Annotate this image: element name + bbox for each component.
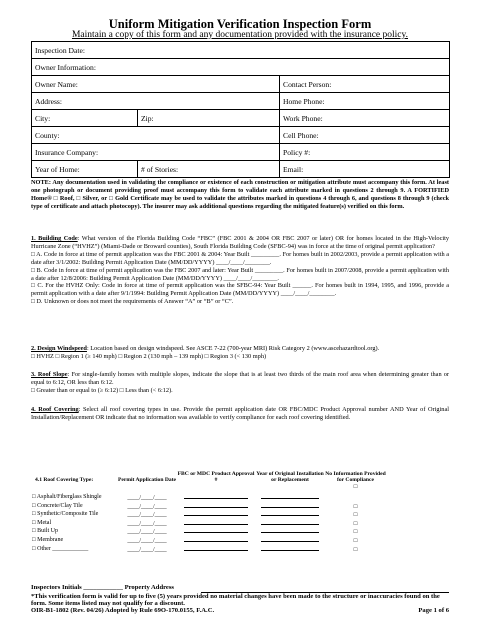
roof-type-header: 4.1 Roof Covering Type: [35,477,94,484]
form-number: OIR-B1-1802 (Rev. 04/26) Adopted by Rule 69O-170.0155, F.A.C. [31,607,215,614]
year-installation-input-cell [255,544,325,553]
year-of-home-field[interactable]: Year of Home: [32,161,138,178]
permit-date-input[interactable]: ____/____/____ [127,520,167,527]
product-approval-input-cell [177,501,255,510]
county-field[interactable]: County: [32,127,280,144]
product-approval-input-cell [177,535,255,544]
no-info-header: No Information Provided for Compliance [325,470,386,484]
product-approval-input[interactable] [184,531,248,533]
year-installation-input[interactable] [261,523,319,525]
no-info-checkbox[interactable]: □ [353,537,358,544]
permit-date-input[interactable]: ____/____/____ [127,546,167,553]
product-approval-input-cell [177,527,255,536]
verification-disclaimer: *This verification form is valid for up to five (5) years provided no material changes have been made to the structure or inaccuracies found on the form. Some items listed may not qualify for a discount. [31,593,440,607]
inspector-signature-section [31,584,449,607]
roof-covering-row [31,527,386,536]
no-info-checkbox[interactable]: □ [353,520,358,527]
year-installation-input[interactable] [261,506,319,508]
form-subtitle: Maintain a copy of this form and any documentation provided with the insurance policy. [71,30,409,40]
contact-person-field[interactable]: Contact Person: [280,76,450,93]
year-installation-header: Year of Original Installation or Replacement [256,470,324,484]
inspector-initials-label: Inspectors Initials ____________ Property Address [31,584,174,591]
roof-covering-row [31,501,386,510]
product-approval-input[interactable] [184,514,248,516]
question-1-intro: : What version of the Florida Building Code “FBC” (FBC 2001 & 2004 OR FBC 2007 or later) OR for homes located in the High-Velocity Hurricane Zone (“HVHZ”) (Miami-Dade or Broward counties), South Florida Building Code (SFBC-94) was in force at the time of original permit application? [31,235,450,250]
work-phone-field[interactable]: Work Phone: [280,110,450,127]
question-2-options[interactable]: □ HVHZ □ Region 1 (≥ 140 mph) □ Region 2 (130 mph – 139 mph) □ Region 3 (< 130 mph) [31,352,267,360]
roof-covering-row [31,484,386,501]
documentation-note: NOTE: Any documentation used in validating the compliance or existence of each construction or mitigation attribute must accompany this form. At least one photograph or document providing proof must accompany this form to validate each attribute marked in questions 2 through 9. A FORTIFIED Home® □ Roof, □ Silver, or □ Gold Certificate may be used to validate the attributes marked in questions 4 through 6, and questions 8 through 9 (check type of certificate and attach photocopy). The insurer may ask additional questions regarding the mitigated feature(s) verified on this form. [31,179,449,210]
inspection-date-field[interactable]: Inspection Date: [32,42,450,59]
roof-type-option[interactable]: □ Concrete/Clay Tile [32,502,83,509]
year-installation-input-cell [255,518,325,527]
question-3-roof-slope [31,371,449,395]
permit-date-input[interactable]: ____/____/____ [127,512,167,519]
roof-type-option[interactable]: □ Synthetic/Composite Tile [32,511,99,518]
property-address-line[interactable] [201,591,449,593]
year-installation-input[interactable] [261,540,319,542]
product-approval-input[interactable] [184,523,248,525]
product-approval-input[interactable] [184,506,248,508]
stories-field[interactable]: # of Stories: [138,161,280,178]
zip-field[interactable]: Zip: [138,110,280,127]
question-1-heading: 1. Building Code [31,235,78,242]
roof-covering-row [31,518,386,527]
product-approval-header: FBC or MDC Product Approval # [177,470,255,484]
product-approval-input-cell [177,484,255,501]
question-4-roof-covering [31,406,449,422]
question-1-option-a[interactable]: □ A. Code in force at time of permit application was the FBC 2001 & 2004: Year Built _________. For homes built in 2002/2003, provide a permit application with a date after 3/1/2002: Building Permit Application Date (MM/DD/YYYY) ____/____/________. [31,250,449,266]
question-1-option-b[interactable]: □ B. Code in force at time of permit application was the FBC 2007 and later: Year Built _________. For homes built in 2007/2008, provide a permit application with a date after 12/8/2006: Building Permit Application Date (MM/DD/YYYY) ____/____/________. [31,266,449,282]
roof-type-option[interactable]: □ Other ____________ [32,545,89,552]
roof-covering-table [31,458,386,553]
year-installation-input-cell [255,510,325,519]
question-3-intro: : For single-family homes with multiple slopes, indicate the slope that is at least two thirds of the main roof area when determining greater than or equal to 6:12, OR less than 6:12. [31,371,449,386]
no-info-checkbox[interactable]: □ [353,546,358,553]
owner-info-table [31,41,450,178]
page-number: Page 1 of 6 [418,607,449,614]
city-field[interactable]: City: [32,110,138,127]
roof-type-option[interactable]: □ Asphalt/Fiberglass Shingle [32,494,102,500]
form-title: Uniform Mitigation Verification Inspection Form [108,17,372,31]
question-2-design-windspeed [31,345,449,361]
address-field[interactable]: Address: [32,93,280,110]
product-approval-input[interactable] [184,497,248,499]
product-approval-input[interactable] [184,549,248,551]
roof-covering-row [31,544,386,553]
no-info-checkbox[interactable]: □ [353,503,358,510]
no-info-checkbox[interactable]: □ [353,484,358,490]
permit-date-header: Permit Application Date [117,477,177,484]
year-installation-input-cell [255,484,325,501]
no-info-checkbox[interactable]: □ [353,512,358,519]
product-approval-input-cell [177,544,255,553]
question-4-intro: : Select all roof covering types in use. Provide the permit application date OR FBC/MDC Product Approval number AND Year of Original Installation/Replacement OR indicate that no information was available to verify compliance for each roof covering identified. [31,406,449,421]
roof-type-option[interactable]: □ Metal [32,519,52,526]
home-phone-field[interactable]: Home Phone: [280,93,450,110]
roof-type-option[interactable]: □ Membrane [32,536,64,543]
product-approval-input-cell [177,518,255,527]
question-2-heading: 2. Design Windspeed [31,345,87,352]
year-installation-input-cell [255,501,325,510]
permit-date-input[interactable]: ____/____/____ [127,529,167,536]
question-1-option-d[interactable]: □ D. Unknown or does not meet the requirements of Answer “A” or “B” or “C”. [31,298,234,306]
cell-phone-field[interactable]: Cell Phone: [280,127,450,144]
question-1-building-code [31,235,449,306]
policy-number-field[interactable]: Policy #: [280,144,450,161]
owner-information-field[interactable]: Owner Information: [32,59,450,76]
product-approval-input-cell [177,510,255,519]
roof-type-option[interactable]: □ Built Up [32,528,58,535]
year-installation-input[interactable] [261,531,319,533]
question-2-intro: : Location based on design windspeed. See ASCE 7-22 (700-year MRI) Risk Category 2 (www.ascehazardtool.org). [86,345,380,352]
year-installation-input[interactable] [261,514,319,516]
permit-date-input[interactable]: ____/____/____ [127,495,167,501]
year-installation-input[interactable] [261,497,319,499]
no-info-checkbox[interactable]: □ [353,529,358,536]
owner-name-field[interactable]: Owner Name: [32,76,280,93]
email-field[interactable]: Email: [280,161,450,178]
year-installation-input-cell [255,535,325,544]
insurance-company-field[interactable]: Insurance Company: [32,144,280,161]
permit-date-input[interactable]: ____/____/____ [127,503,167,510]
question-3-heading: 3. Roof Slope [31,371,68,378]
year-installation-input[interactable] [261,549,319,551]
year-installation-input-cell [255,527,325,536]
permit-date-input[interactable]: ____/____/____ [127,537,167,544]
question-3-options[interactable]: □ Greater than or equal to (≥ 6:12) □ Less than (< 6:12). [31,386,173,394]
question-1-option-c[interactable]: □ C. For the HVHZ Only: Code in force at time of permit application was the SFBC-94: Year Built ______. For homes built in 1994, 1995, and 1996, provide a permit application with a date after 9/1/1994: Building Permit Application Date (MM/DD/YYYY) ____/____/________. [31,282,449,298]
roof-covering-row [31,510,386,519]
product-approval-input[interactable] [184,540,248,542]
roof-covering-row [31,535,386,544]
question-4-heading: 4. Roof Covering [31,406,79,413]
page-footer [31,607,449,614]
